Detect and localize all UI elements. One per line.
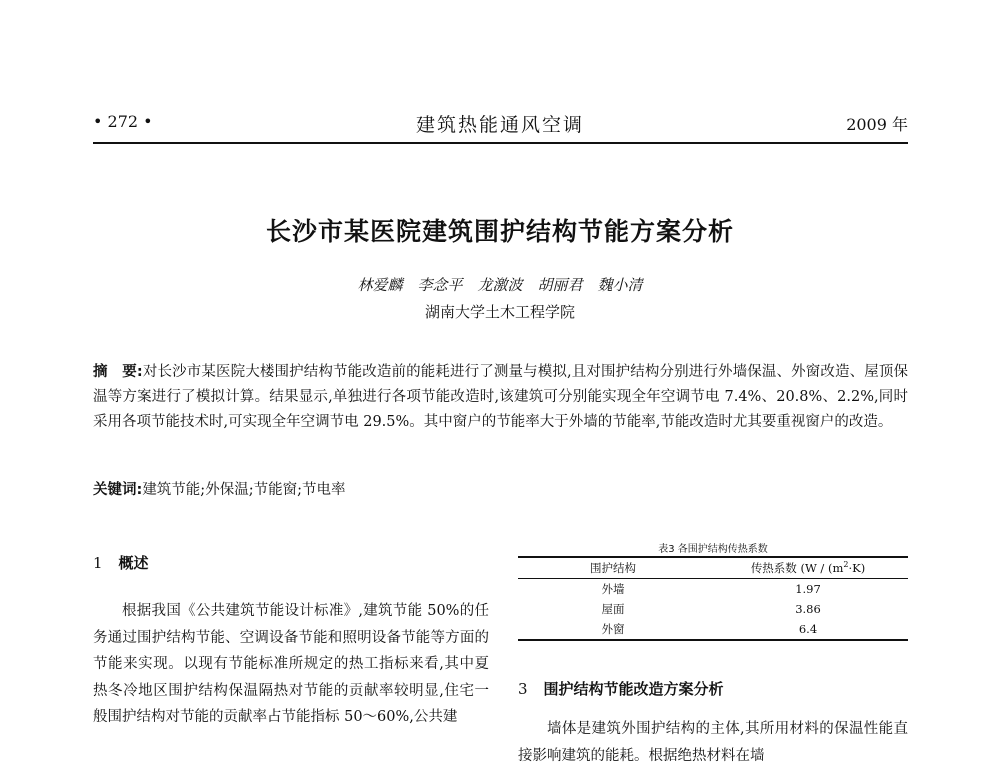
table-3-caption: 表3 各围护结构传热系数 <box>658 544 768 555</box>
keywords-text: 建筑节能;外保温;节能窗;节电率 <box>142 482 346 498</box>
table-cell-value: 6.4 <box>798 622 818 636</box>
abstract-text: 对长沙市某医院大楼围护结构节能改造前的能耗进行了测量与模拟,且对围护结构分别进行外墙保温、外窗改造、屋顶保温等方案进行了模拟计算。结果显示,单独进行各项节能改造时,该建筑可分别能实现全年空调节电 7.4%、20.8%、2.2%,同时采用各项节能技术时,可实现全年空调节电 29.5%。其中窗户的节能率大于外墙的节能率,节能改造时尤其要重视窗户的改造。 <box>93 364 908 430</box>
table-row <box>518 599 908 619</box>
section-1-number: 1 <box>93 554 103 572</box>
section-1-body: 根据我国《公共建筑节能设计标准》,建筑节能 50%的任务通过围护结构节能、空调设备节能和照明设备节能等方面的节能来实现。以现有节能标准所规定的热工指标来看,其中夏热冬冷地区围护结构保温隔热对节能的贡献率较明显,住宅一般围护结构对节能的贡献率占节能指标 50～60%,公共建 <box>93 603 489 725</box>
table-cell-name: 外墙 <box>601 582 625 596</box>
table-cell-value: 1.97 <box>795 582 821 596</box>
paper-title: 长沙市某医院建筑围护结构节能方案分析 <box>265 217 734 246</box>
section-1-title: 概述 <box>118 554 149 572</box>
page-number: • 272 • <box>93 112 153 131</box>
section-1-heading <box>93 552 149 573</box>
journal-name: 建筑热能通风空调 <box>415 114 584 136</box>
table-header-unit-tail: ·K) <box>848 561 866 575</box>
section-3-title: 围护结构节能改造方案分析 <box>543 680 724 698</box>
table-3 <box>518 556 908 641</box>
table-header-row <box>518 557 908 579</box>
section-3-number: 3 <box>518 680 528 698</box>
table-row <box>518 619 908 640</box>
keywords <box>93 478 908 499</box>
table-header-structure: 围护结构 <box>590 561 636 575</box>
section-3-heading <box>518 678 724 699</box>
table-cell-name: 屋面 <box>601 602 625 616</box>
abstract-label: 摘 要: <box>93 364 143 380</box>
table-header-coefficient-text: 传热系数 (W / (m <box>750 561 844 575</box>
affiliation: 湖南大学土木工程学院 <box>424 303 575 321</box>
keywords-label: 关键词: <box>93 482 143 498</box>
header-rule <box>93 142 908 144</box>
table-header-coefficient <box>708 557 908 579</box>
journal-year: 2009 年 <box>846 115 908 134</box>
author-list: 林爱麟 李念平 龙激波 胡丽君 魏小清 <box>357 276 643 294</box>
table-cell-value: 3.86 <box>795 602 821 616</box>
table-header-superscript: 2 <box>843 560 849 570</box>
table-row <box>518 579 908 600</box>
section-3-body: 墙体是建筑外围护结构的主体,其所用材料的保温性能直接影响建筑的能耗。根据绝热材料在墙 <box>518 721 908 764</box>
abstract <box>93 360 908 435</box>
table-cell-name: 外窗 <box>601 622 625 636</box>
